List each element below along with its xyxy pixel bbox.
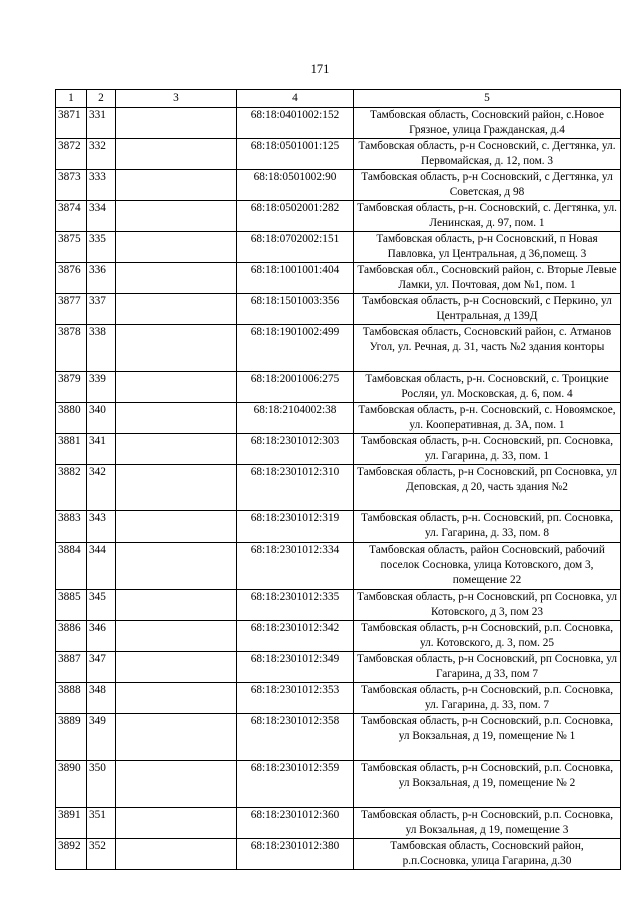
cell-record-number: 3872 xyxy=(56,139,87,170)
table-row xyxy=(56,294,621,325)
cell-address: Тамбовская область, р-н. Сосновский, с. Новоямское, ул. Кооперативная, д. 3А, пом. 1 xyxy=(354,403,621,434)
header-col-4: 4 xyxy=(237,90,354,108)
cell-record-number: 3874 xyxy=(56,201,87,232)
cell-record-number: 3881 xyxy=(56,434,87,465)
cell-empty xyxy=(116,652,237,683)
cell-item-number: 344 xyxy=(87,543,116,590)
cell-address: Тамбовская область, р-н Сосновский, рп Сосновка, ул Деповская, д 20, часть здания №2 xyxy=(354,465,621,511)
cell-record-number: 3889 xyxy=(56,714,87,761)
registry-table xyxy=(55,89,621,870)
table-row xyxy=(56,543,621,590)
cell-record-number: 3885 xyxy=(56,590,87,621)
cell-address: Тамбовская обл., Сосновский район, с. Вторые Левые Ламки, ул. Почтовая, дом №1, пом. 1 xyxy=(354,263,621,294)
cell-item-number: 337 xyxy=(87,294,116,325)
cell-item-number: 352 xyxy=(87,839,116,870)
cell-record-number: 3888 xyxy=(56,683,87,714)
cell-empty xyxy=(116,683,237,714)
cell-empty xyxy=(116,403,237,434)
cell-address: Тамбовская область, р-н Сосновский, рп Сосновка, ул Котовского, д 3, пом 23 xyxy=(354,590,621,621)
cell-empty xyxy=(116,325,237,372)
cell-item-number: 346 xyxy=(87,621,116,652)
cell-cadastral-number: 68:18:0502001:282 xyxy=(237,201,354,232)
cell-address: Тамбовская область, р-н Сосновский, с. Дегтянка, ул. Первомайская, д. 12, пом. 3 xyxy=(354,139,621,170)
cell-address: Тамбовская область, р-н. Сосновский, рп. Сосновка, ул. Гагарина, д. 33, пом. 1 xyxy=(354,434,621,465)
table-row xyxy=(56,403,621,434)
cell-cadastral-number: 68:18:2301012:335 xyxy=(237,590,354,621)
header-col-3: 3 xyxy=(116,90,237,108)
cell-empty xyxy=(116,372,237,403)
cell-cadastral-number: 68:18:2301012:303 xyxy=(237,434,354,465)
table-row xyxy=(56,170,621,201)
cell-item-number: 342 xyxy=(87,465,116,511)
cell-address: Тамбовская область, р-н Сосновский, р.п. Сосновка, ул Вокзальная, д 19, помещение № 2 xyxy=(354,761,621,808)
cell-record-number: 3878 xyxy=(56,325,87,372)
cell-address: Тамбовская область, р-н Сосновский, р.п. Сосновка, ул. Гагарина, д. 33, пом. 7 xyxy=(354,683,621,714)
table-row xyxy=(56,761,621,808)
cell-cadastral-number: 68:18:2301012:310 xyxy=(237,465,354,511)
cell-address: Тамбовская область, р-н Сосновский, п Новая Павловка, ул Центральная, д 36,помещ. 3 xyxy=(354,232,621,263)
cell-record-number: 3873 xyxy=(56,170,87,201)
cell-address: Тамбовская область, р-н. Сосновский, рп. Сосновка, ул. Гагарина, д. 33, пом. 8 xyxy=(354,511,621,543)
table-row xyxy=(56,465,621,511)
cell-empty xyxy=(116,839,237,870)
cell-item-number: 341 xyxy=(87,434,116,465)
cell-cadastral-number: 68:18:2301012:359 xyxy=(237,761,354,808)
table-row xyxy=(56,232,621,263)
cell-empty xyxy=(116,465,237,511)
cell-cadastral-number: 68:18:1001001:404 xyxy=(237,263,354,294)
cell-address: Тамбовская область, Сосновский район, с. Атманов Угол, ул. Речная, д. 31, часть №2 здания конторы xyxy=(354,325,621,372)
cell-empty xyxy=(116,808,237,839)
cell-record-number: 3879 xyxy=(56,372,87,403)
cell-item-number: 351 xyxy=(87,808,116,839)
cell-cadastral-number: 68:18:0501002:90 xyxy=(237,170,354,201)
cell-item-number: 343 xyxy=(87,511,116,543)
cell-empty xyxy=(116,108,237,139)
table-row xyxy=(56,683,621,714)
header-col-5: 5 xyxy=(354,90,621,108)
cell-item-number: 340 xyxy=(87,403,116,434)
table-row xyxy=(56,201,621,232)
table-row xyxy=(56,839,621,870)
cell-record-number: 3877 xyxy=(56,294,87,325)
cell-address: Тамбовская область, р-н. Сосновский, с. Троицкие Росляи, ул. Московская, д. 6, пом. 4 xyxy=(354,372,621,403)
cell-empty xyxy=(116,294,237,325)
table-row xyxy=(56,652,621,683)
cell-record-number: 3890 xyxy=(56,761,87,808)
cell-cadastral-number: 68:18:2104002:38 xyxy=(237,403,354,434)
table-row xyxy=(56,808,621,839)
cell-item-number: 332 xyxy=(87,139,116,170)
cell-record-number: 3883 xyxy=(56,511,87,543)
cell-empty xyxy=(116,590,237,621)
cell-address: Тамбовская область, р-н. Сосновский, с. Дегтянка, ул. Ленинская, д. 97, пом. 1 xyxy=(354,201,621,232)
cell-item-number: 345 xyxy=(87,590,116,621)
header-col-1: 1 xyxy=(56,90,87,108)
table-row xyxy=(56,372,621,403)
table-header xyxy=(56,90,621,108)
cell-item-number: 348 xyxy=(87,683,116,714)
cell-address: Тамбовская область, р-н Сосновский, рп Сосновка, ул Гагарина, д 33, пом 7 xyxy=(354,652,621,683)
table-row xyxy=(56,325,621,372)
cell-record-number: 3876 xyxy=(56,263,87,294)
cell-empty xyxy=(116,543,237,590)
cell-empty xyxy=(116,714,237,761)
cell-empty xyxy=(116,621,237,652)
cell-empty xyxy=(116,511,237,543)
cell-cadastral-number: 68:18:2301012:360 xyxy=(237,808,354,839)
cell-address: Тамбовская область, Сосновский район, с.Новое Грязное, улица Гражданская, д.4 xyxy=(354,108,621,139)
cell-address: Тамбовская область, р-н Сосновский, р.п. Сосновка, ул Вокзальная, д 19, помещение № 1 xyxy=(354,714,621,761)
cell-empty xyxy=(116,761,237,808)
cell-empty xyxy=(116,263,237,294)
table-row xyxy=(56,139,621,170)
cell-cadastral-number: 68:18:0702002:151 xyxy=(237,232,354,263)
cell-item-number: 339 xyxy=(87,372,116,403)
cell-empty xyxy=(116,434,237,465)
table-row xyxy=(56,263,621,294)
cell-item-number: 333 xyxy=(87,170,116,201)
table-row xyxy=(56,714,621,761)
page-number: 171 xyxy=(310,62,330,76)
cell-item-number: 336 xyxy=(87,263,116,294)
cell-address: Тамбовская область, р-н Сосновский, р.п. Сосновка, ул Вокзальная, д 19, помещение 3 xyxy=(354,808,621,839)
cell-cadastral-number: 68:18:1501003:356 xyxy=(237,294,354,325)
cell-record-number: 3875 xyxy=(56,232,87,263)
cell-empty xyxy=(116,201,237,232)
cell-item-number: 347 xyxy=(87,652,116,683)
cell-cadastral-number: 68:18:2001006:275 xyxy=(237,372,354,403)
cell-empty xyxy=(116,170,237,201)
cell-item-number: 338 xyxy=(87,325,116,372)
table-row xyxy=(56,590,621,621)
cell-cadastral-number: 68:18:0401002:152 xyxy=(237,108,354,139)
cell-address: Тамбовская область, р-н Сосновский, с Дегтянка, ул Советская, д 98 xyxy=(354,170,621,201)
cell-record-number: 3882 xyxy=(56,465,87,511)
table-row xyxy=(56,434,621,465)
cell-record-number: 3886 xyxy=(56,621,87,652)
cell-cadastral-number: 68:18:2301012:342 xyxy=(237,621,354,652)
cell-record-number: 3884 xyxy=(56,543,87,590)
table-row xyxy=(56,511,621,543)
cell-cadastral-number: 68:18:0501001:125 xyxy=(237,139,354,170)
cell-record-number: 3892 xyxy=(56,839,87,870)
cell-record-number: 3887 xyxy=(56,652,87,683)
cell-cadastral-number: 68:18:2301012:380 xyxy=(237,839,354,870)
cell-item-number: 350 xyxy=(87,761,116,808)
cell-empty xyxy=(116,139,237,170)
cell-address: Тамбовская область, Сосновский район, р.п.Сосновка, улица Гагарина, д.30 xyxy=(354,839,621,870)
cell-item-number: 334 xyxy=(87,201,116,232)
cell-record-number: 3891 xyxy=(56,808,87,839)
cell-cadastral-number: 68:18:2301012:353 xyxy=(237,683,354,714)
cell-cadastral-number: 68:18:2301012:319 xyxy=(237,511,354,543)
table-row xyxy=(56,108,621,139)
cell-empty xyxy=(116,232,237,263)
cell-item-number: 349 xyxy=(87,714,116,761)
cell-address: Тамбовская область, р-н Сосновский, р.п. Сосновка, ул. Котовского, д. 3, пом. 25 xyxy=(354,621,621,652)
cell-record-number: 3871 xyxy=(56,108,87,139)
cell-cadastral-number: 68:18:2301012:358 xyxy=(237,714,354,761)
header-row xyxy=(56,90,621,108)
header-col-2: 2 xyxy=(87,90,116,108)
cell-item-number: 331 xyxy=(87,108,116,139)
cell-cadastral-number: 68:18:2301012:349 xyxy=(237,652,354,683)
cell-cadastral-number: 68:18:2301012:334 xyxy=(237,543,354,590)
cell-record-number: 3880 xyxy=(56,403,87,434)
table-body xyxy=(56,108,621,870)
cell-cadastral-number: 68:18:1901002:499 xyxy=(237,325,354,372)
cell-address: Тамбовская область, район Сосновский, рабочий поселок Сосновка, улица Котовского, дом 3, помещение 22 xyxy=(354,543,621,590)
table-row xyxy=(56,621,621,652)
cell-address: Тамбовская область, р-н Сосновский, с Перкино, ул Центральная, д 139Д xyxy=(354,294,621,325)
cell-item-number: 335 xyxy=(87,232,116,263)
